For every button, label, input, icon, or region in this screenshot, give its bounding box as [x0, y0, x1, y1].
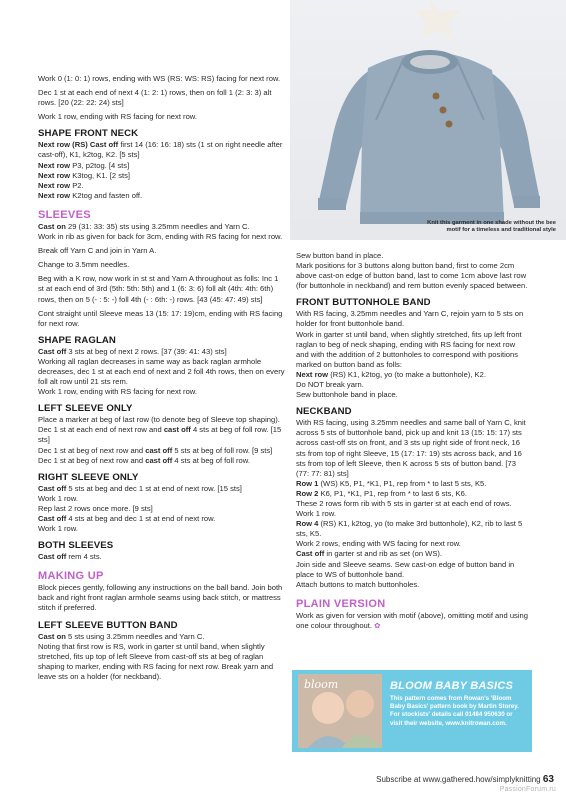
- heading-making-up: MAKING UP: [38, 570, 104, 583]
- instruction-line: Next row P3, p2tog. [4 sts]: [38, 160, 130, 170]
- paragraph: With RS facing, using 3.25mm needles and same ball of Yarn C, knit across 5 sts of buttonhole band, pick up and knit 13 (15: 15: 17) sts across cast-off sts on front, and 3 sts up right side of front neck, 16 sts from top of right Sleeve, 15 (17: 17: 19) sts across back, and 16 sts from top of left Sleeve, then K across 5 sts of button band. [73 (77: 77: 81) sts]: [296, 418, 526, 478]
- instruction-line: Next row P2.: [38, 180, 84, 190]
- baby-photo-icon: [298, 674, 382, 748]
- page-number: 63: [542, 774, 554, 785]
- instruction-line: Cast off rem 4 sts.: [38, 552, 102, 562]
- promo-book-cover: [298, 674, 382, 748]
- paragraph: Dec 1 st at beg of next row and cast off 4 sts at beg of foll row.: [38, 455, 250, 465]
- paragraph: Working all raglan decreases in same way as back raglan armhole decreases, dec 1 st at each end of next and 2 foll 4th rows, then on every foll alt row until 21 sts rem.: [38, 356, 285, 387]
- paragraph: Noting that first row is RS, work in garter st until band, when slightly stretched, fits up top of left Sleeve from cast-off sts at beg of raglan shaping to marker, ending with RS facing for next row. Break yarn and leave sts on a holder (for neckband).: [38, 641, 274, 681]
- instruction-line: Work 1 row.: [38, 493, 78, 503]
- paragraph: Work as given for version with motif (above), omitting motif and using one colour throughout. ✿: [296, 610, 528, 630]
- paragraph: Mark positions for 3 buttons along button band, first to come 2cm above cast-on edge of button band, last to come 1cm above last row (for buttonhole in neckband) and rem button evenly spaced between.: [296, 261, 528, 291]
- subscribe-link[interactable]: Subscribe at www.gathered.how/simplyknitting: [376, 775, 541, 784]
- heading-front-buttonhole-band: FRONT BUTTONHOLE BAND: [296, 297, 431, 309]
- paragraph: Work 1 row, ending with RS facing for next row.: [38, 387, 197, 397]
- instruction-line: Next row (RS) K1, k2tog, yo (to make a buttonhole), K2.: [296, 369, 486, 379]
- instruction-line: Row 2 K6, P1, *K1, P1, rep from * to last 6 sts, K6.: [296, 488, 467, 498]
- paragraph: Work 1 row, ending with RS facing for next row.: [38, 112, 197, 122]
- photo-caption: Knit this garment in one shade without the bee motif for a timeless and traditional style: [427, 219, 556, 233]
- instruction-line: Cast on 5 sts using 3.25mm needles and Yarn C.: [38, 631, 205, 641]
- page-footer: [376, 774, 554, 785]
- sweater-photo: [290, 0, 566, 240]
- paragraph: Break off Yarn C and join in Yarn A.: [38, 246, 157, 256]
- paragraph: Attach buttons to match buttonholes.: [296, 579, 420, 589]
- paragraph: Sew button band in place.: [296, 251, 384, 260]
- heading-shape-raglan: SHAPE RAGLAN: [38, 334, 116, 346]
- promo-text: This pattern comes from Rowan's 'Bloom Baby Basics' pattern book by Martin Storey. For stockists' details call 01484 950630 or visit their website, www.knitrowan.com.: [390, 695, 519, 727]
- sweater-illustration: [290, 0, 566, 240]
- paragraph: Place a marker at beg of last row (to denote beg of Sleeve top shaping).: [38, 415, 280, 425]
- heading-plain-version: PLAIN VERSION: [296, 597, 386, 610]
- paragraph: Dec 1 st at each end of next 4 (1: 2: 1) rows, then on foll 1 (2: 3: 3) alt rows. [20 (22: 22: 24) sts]: [38, 88, 272, 108]
- promo-logo: bloom: [304, 678, 339, 691]
- paragraph: These 2 rows form rib with 5 sts in garter st at each end of rows.: [296, 498, 512, 508]
- paragraph: Cont straight until Sleeve meas 13 (15: 17: 19)cm, ending with RS facing for next row.: [38, 308, 283, 328]
- paragraph: Sew buttonhole band in place.: [296, 390, 398, 400]
- instruction-line: Cast off 3 sts at beg of next 2 rows. [37 (39: 41: 43) sts]: [38, 346, 227, 356]
- heading-neckband: NECKBAND: [296, 406, 352, 418]
- paragraph: Work 0 (1: 0: 1) rows, ending with WS (RS: WS: RS) facing for next row.: [38, 74, 281, 83]
- promo-title: BLOOM BABY BASICS: [390, 680, 513, 692]
- paragraph: Work in rib as given for back for 3cm, ending with RS facing for next row.: [38, 232, 283, 242]
- instruction-line: Cast off 5 sts at beg and dec 1 st at end of next row. [15 sts]: [38, 483, 242, 493]
- left-column: [38, 74, 286, 682]
- paragraph: Do NOT break yarn.: [296, 380, 364, 390]
- instruction-line: Cast off 4 sts at beg and dec 1 st at end of next row.: [38, 514, 216, 523]
- heading-sleeves: SLEEVES: [38, 208, 91, 221]
- paragraph: Work in garter st until band, when slightly stretched, fits up left front raglan to beg of neck shaping, ending with RS facing for next row and with the addition of 2 buttonholes to correspond with positions marked on button band as folls:: [296, 329, 522, 369]
- instruction-line: Next row (RS) Cast off first 14 (16: 16: 18) sts (1 st on right needle after cast-off), K1, k2tog, K2. [5 sts]: [38, 140, 283, 160]
- heading-both-sleeves: BOTH SLEEVES: [38, 540, 114, 552]
- instruction-line: Work 1 row.: [296, 509, 336, 519]
- paragraph: Beg with a K row, now work in st st and Yarn A throughout as folls: Inc 1 st at each end of 3rd (5th: 5th: 5th) and 1 (6: 3: 6) foll alt (4th: 4th: 6th) rows, then on 5 (- : 5: -) foll 4th (- : 6th: -) rows. [43 (45: 47: 49) sts]: [38, 274, 279, 304]
- right-column: [296, 251, 528, 631]
- instruction-line: Row 1 (WS) K5, P1, *K1, P1, rep from * to last 5 sts, K5.: [296, 478, 487, 488]
- paragraph: Block pieces gently, following any instructions on the ball band. Join both back and right front raglan armhole seams using back stitch, or mattress stitch if preferred.: [38, 583, 283, 613]
- instruction-line: Work 1 row.: [38, 524, 78, 534]
- heading-left-sleeve-only: LEFT SLEEVE ONLY: [38, 403, 133, 415]
- paragraph: With RS facing, 3.25mm needles and Yarn C, rejoin yarn to 5 sts on holder for front buttonhole band.: [296, 309, 524, 329]
- end-flower-icon: ✿: [374, 620, 381, 630]
- paragraph: Dec 1 st at beg of next row and cast off 5 sts at beg of foll row. [9 sts]: [38, 445, 273, 455]
- heading-right-sleeve-only: RIGHT SLEEVE ONLY: [38, 471, 139, 483]
- heading-left-sleeve-button-band: LEFT SLEEVE BUTTON BAND: [38, 619, 178, 631]
- instruction-line: Row 4 (RS) K1, k2tog, yo (to make 3rd buttonhole), K2, rib to last 5 sts, K5.: [296, 519, 523, 539]
- instruction-line: Rep last 2 rows once more. [9 sts]: [38, 503, 153, 513]
- promo-box: [292, 670, 532, 752]
- heading-shape-front-neck: SHAPE FRONT NECK: [38, 128, 139, 140]
- instruction-line: Work 2 rows, ending with WS facing for next row.: [296, 539, 461, 549]
- paragraph: Join side and Sleeve seams. Sew cast-on edge of button band in place to WS of buttonhole band.: [296, 559, 515, 579]
- watermark: PassionForum.ru: [499, 786, 556, 793]
- instruction-line: Cast on 29 (31: 33: 35) sts using 3.25mm needles and Yarn C.: [38, 221, 250, 231]
- instruction-line: Next row K3tog, K1. [2 sts]: [38, 170, 131, 180]
- instruction-line: Cast off in garter st and rib as set (on WS).: [296, 549, 443, 559]
- paragraph: Dec 1 st at each end of next row and cast off 4 sts at beg of foll row. [15 sts]: [38, 425, 282, 445]
- instruction-line: Next row K2tog and fasten off.: [38, 190, 143, 200]
- paragraph: Change to 3.5mm needles.: [38, 260, 130, 270]
